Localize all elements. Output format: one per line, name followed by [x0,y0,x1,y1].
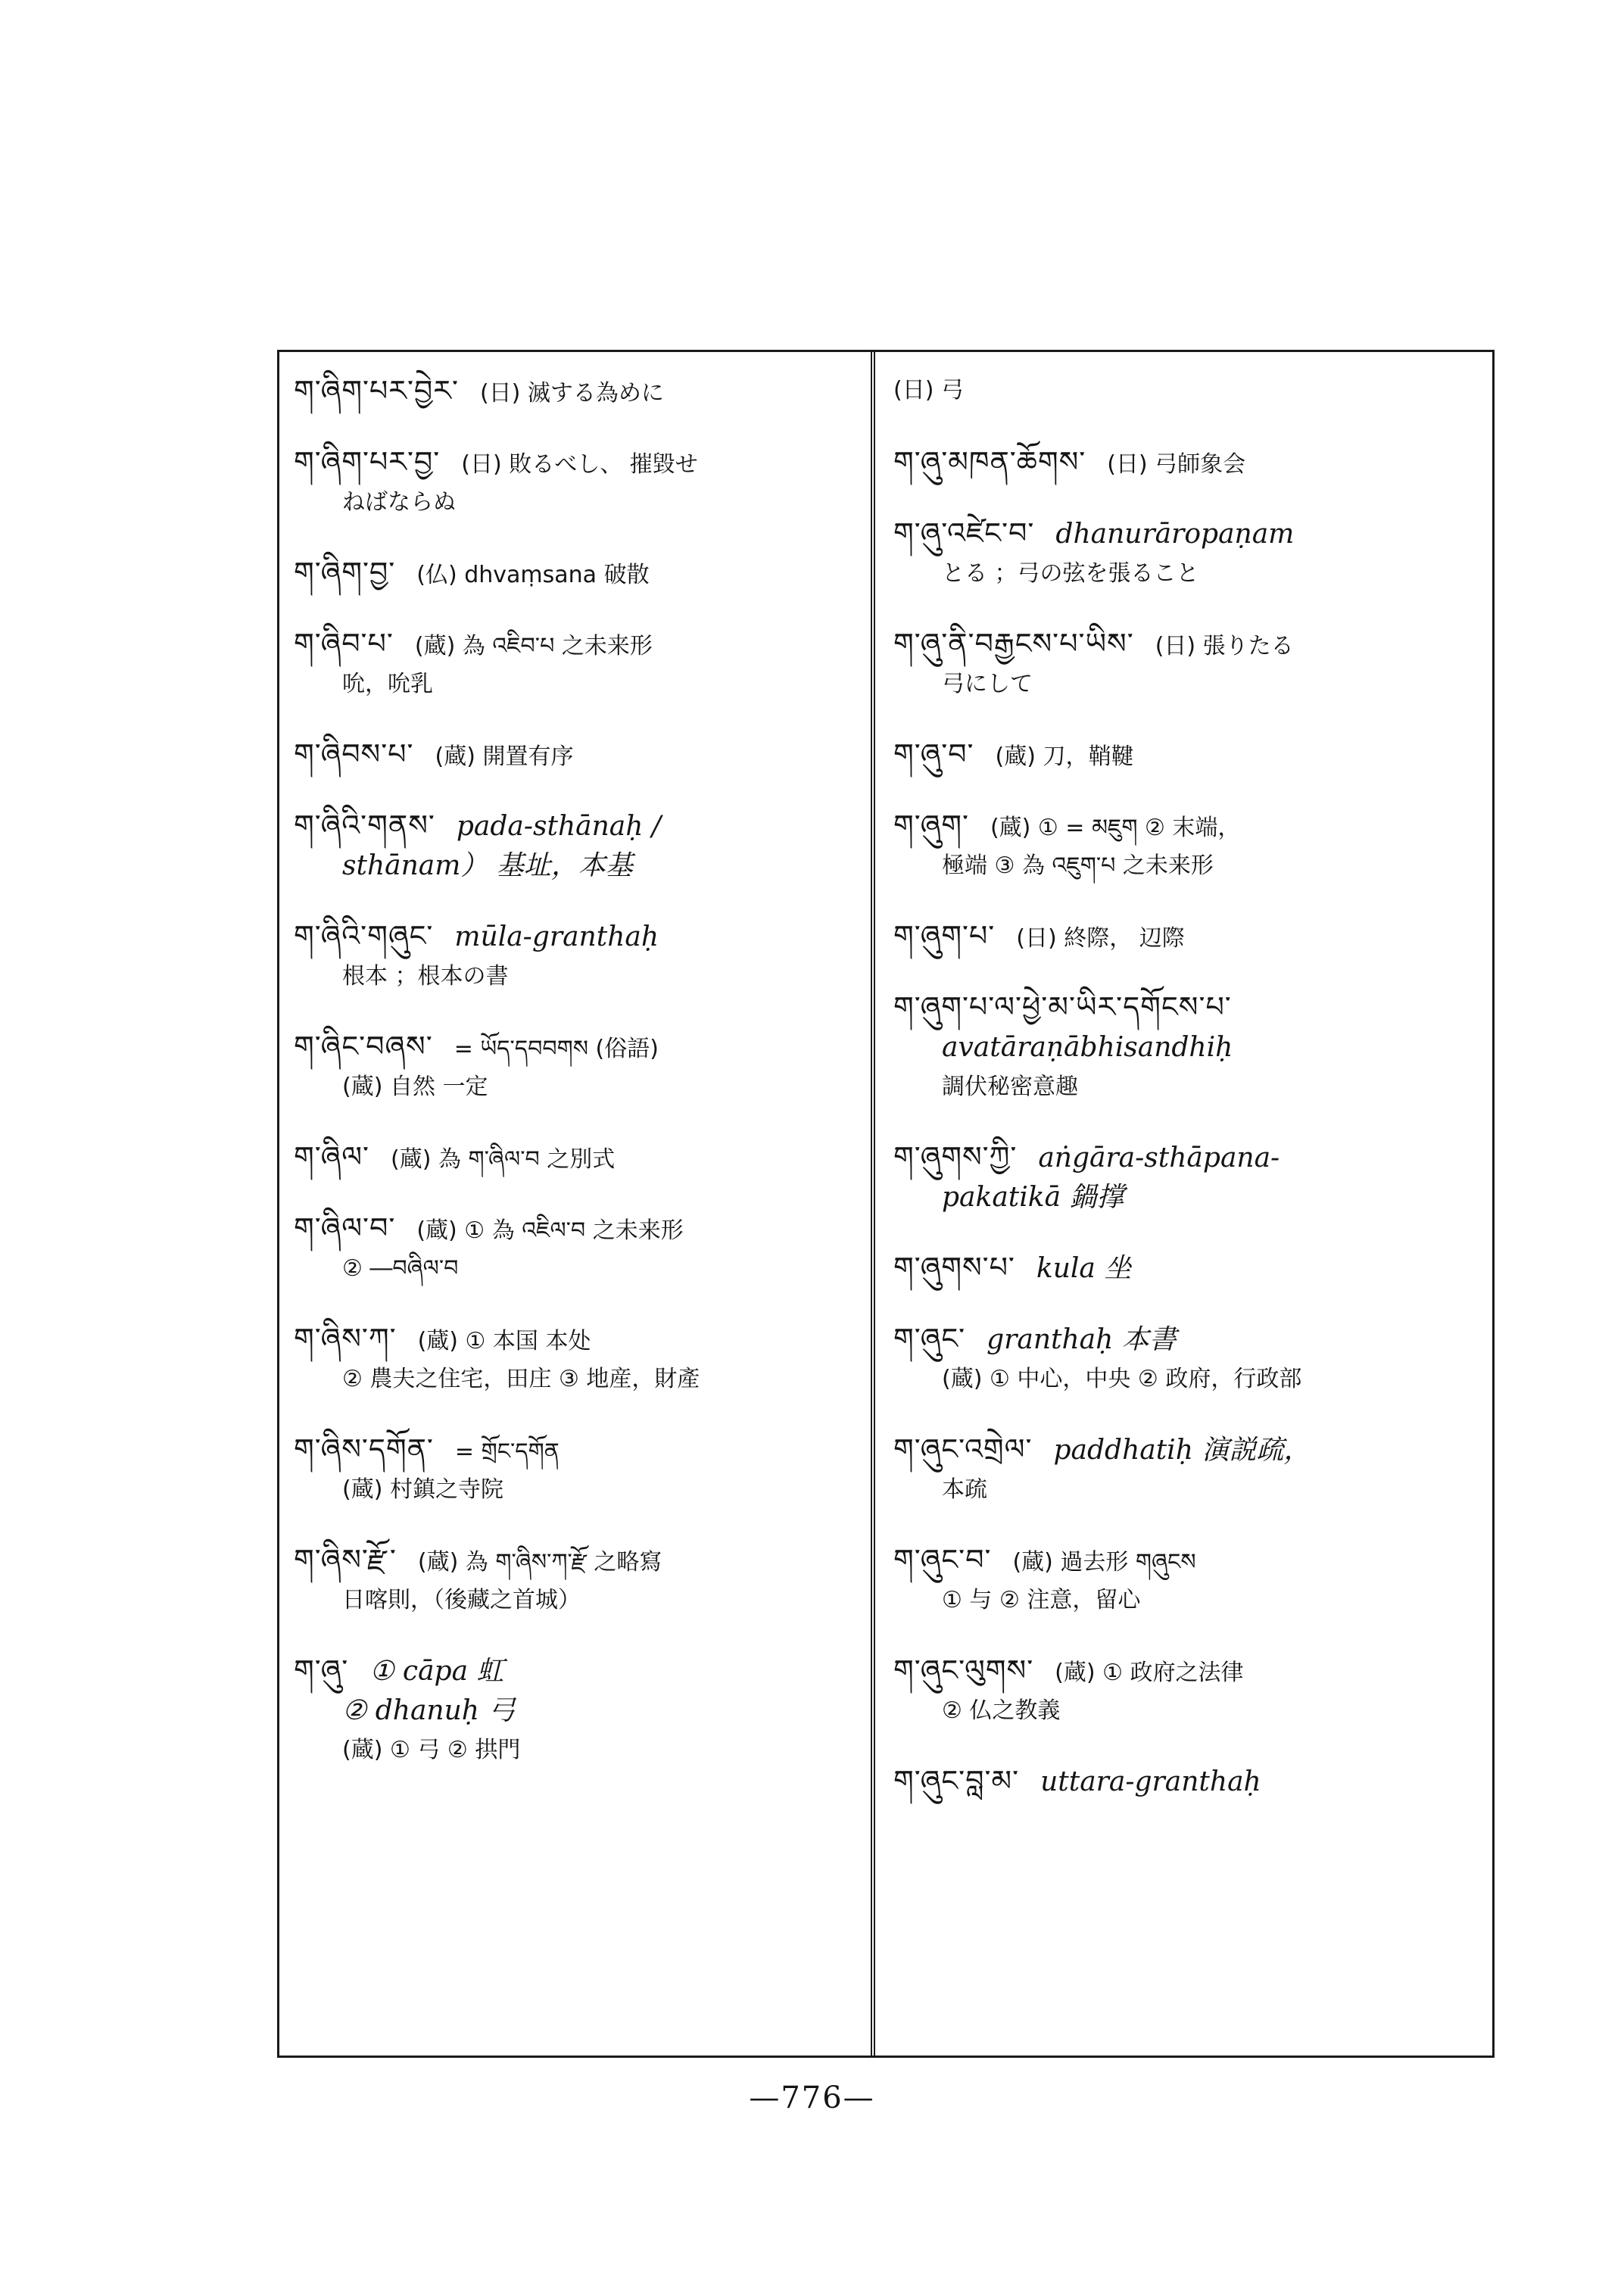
entry-gloss: dhanurāropaṇam [1055,519,1295,550]
tibetan-headword: ག་ཞིས་དགོན་ [294,1432,434,1466]
entry-gloss: aṅgāra-sthāpana- [1038,1142,1280,1173]
entry-gloss: 吮，吮乳 [342,671,433,697]
entry-gloss: (蔵) ① 為 འཇིལ་བ 之未来形 [416,1217,684,1244]
entry-continuation [294,1068,863,1107]
entry-continuation [294,1249,863,1289]
entry-continuation [294,1731,863,1770]
entry-gloss: (蔵) 為 ག་ཞིལ་བ 之別式 [391,1146,616,1173]
entry-spacer [893,594,1484,622]
entry-gloss: (蔵) ① 政府之法律 [1055,1660,1244,1686]
entry-spacer [893,704,1484,733]
entry-gloss: 本疏 [942,1476,987,1503]
entry-headline [294,1649,863,1691]
entry-gloss: uttara-granthaḥ [1040,1766,1261,1797]
entry-spacer [893,1620,1484,1649]
entry-gloss: 弓にして [942,671,1033,697]
entry-spacer [294,704,863,733]
entry-gloss: (蔵) ① = མཇུག ② 末端， [990,815,1241,841]
tibetan-headword: ག་ཞུག་པ་ [893,919,996,952]
entry-headline [893,512,1484,554]
entry-continuation [294,1360,863,1399]
dictionary-entry [893,369,1484,412]
entry-spacer [294,886,863,915]
entry-spacer [893,957,1484,986]
dictionary-entry [294,1207,863,1289]
entry-headline [294,1025,863,1068]
tibetan-headword: ག་ཞིས་ཀ་ [294,1322,397,1355]
entry-headline [893,986,1484,1028]
entry-headline [294,551,863,594]
entry-headline [294,1538,863,1581]
entry-gloss: (日) 弓 [893,377,964,404]
entry-gloss: (蔵) 刀，鞘鞬 [995,743,1134,770]
entry-gloss: kula 坐 [1036,1253,1132,1284]
entry-headline [294,1317,863,1360]
dictionary-entry [294,733,863,775]
tibetan-headword: ག་ཞིལ་ [294,1140,370,1173]
entry-headline [294,441,863,483]
entry-gloss: sthānam） 基址，本基 [342,850,633,881]
dictionary-entry [893,1246,1484,1289]
tibetan-headword: ག་ཞིག་པར་བྱ་ [294,445,441,478]
entry-gloss: (日) 滅する為めに [479,380,664,407]
dictionary-entry [893,512,1484,594]
entry-headline [893,441,1484,483]
tibetan-headword: ག་ཞུགས་ཀྱི་ [893,1140,1018,1173]
entry-gloss: mūla-granthaḥ [454,921,659,952]
left-column [294,369,863,1799]
tibetan-headword: ག་ཞིལ་བ་ [294,1211,396,1245]
dictionary-entry [893,1649,1484,1731]
entry-headline [294,915,863,957]
tibetan-headword: ག་ཞིག་པར་བྱེར་ [294,374,459,407]
dictionary-entry [294,369,863,412]
entry-headline [893,1428,1484,1470]
entry-headline [893,1649,1484,1691]
tibetan-headword: ག་ཞུང་བ་ [893,1543,992,1576]
tibetan-headword: ག་ཞིག་བྱ་ [294,556,396,589]
entry-gloss: (蔵) 為 ག་ཞིས་ཀ་རྫོ 之略寫 [417,1549,662,1576]
tibetan-headword: ག་ཞིས་རྫོ་ [294,1543,397,1576]
entry-headline [893,1538,1484,1581]
entry-headline [294,1428,863,1470]
entry-gloss: ② 農夫之住宅，田庄 ③ 地産，財產 [342,1366,700,1392]
dictionary-entry [294,1025,863,1107]
entry-continuation [294,665,863,704]
entry-gloss: 極端 ③ 為 འཇུག་པ 之未来形 [942,852,1214,879]
entry-headline [893,915,1484,957]
entry-spacer [294,1620,863,1649]
tibetan-headword: ག་ཞུང་འགྲེལ་ [893,1432,1033,1466]
tibetan-headword: ག་ཞུགས་པ་ [893,1251,1015,1284]
entry-gloss: (蔵) ① 本国 本处 [417,1328,591,1354]
dictionary-entry [294,441,863,522]
entry-gloss: (日) 張りたる [1155,633,1294,659]
entry-spacer [294,1510,863,1538]
entry-gloss: granthaḥ 本書 [987,1324,1177,1355]
dictionary-entry [294,551,863,594]
entry-continuation [893,1028,1484,1068]
right-column [893,369,1484,1831]
entry-spacer [294,996,863,1025]
entry-gloss: (蔵) 為 འཇིབ་པ 之未来形 [414,633,653,659]
entry-headline [294,1136,863,1178]
entry-spacer [294,1289,863,1317]
dictionary-entry [294,1136,863,1178]
entry-spacer [294,594,863,622]
entry-gloss: ② ―བཞིལ་བ [342,1255,459,1282]
entry-gloss: (蔵) 開置有序 [435,743,574,770]
entry-headline [893,1317,1484,1360]
entry-spacer [893,412,1484,441]
entry-continuation [893,846,1484,886]
tibetan-headword: ག་ཞུག་པ་ལ་ཕྱེ་མ་ཡིར་དགོངས་པ་ [893,990,1232,1024]
entry-gloss: (日) 弓師象会 [1107,451,1246,478]
tibetan-headword: ག་ཞུང་ལུགས་ [893,1653,1034,1687]
dictionary-entry [893,1428,1484,1510]
entry-spacer [893,1107,1484,1136]
entry-continuation [893,1178,1484,1217]
tibetan-headword: ག་ཞུ་བ་ [893,737,974,771]
dictionary-entry [893,986,1484,1107]
tibetan-headword: ག་ཞུ་ནི་བརྒྱངས་པ་ཡིས་ [893,627,1134,660]
entry-continuation [893,1068,1484,1107]
entry-continuation [893,665,1484,704]
entry-gloss: = གྲོང་དགོན [454,1438,560,1465]
entry-spacer [294,775,863,804]
entry-continuation [893,554,1484,594]
entry-gloss: (仏) dhvaṃsana 破散 [416,562,650,588]
entry-headline [893,369,1484,412]
dictionary-entry [294,622,863,704]
entry-headline [294,1207,863,1249]
entry-gloss: (蔵) 過去形 གཞུངས [1012,1549,1196,1576]
entry-gloss: pakatikā 鍋撑 [942,1182,1124,1213]
entry-spacer [294,1178,863,1207]
dictionary-entry [893,915,1484,957]
dictionary-entry [294,1317,863,1399]
dictionary-entry [893,733,1484,775]
entry-continuation [294,846,863,886]
tibetan-headword: ག་ཞིབ་པ་ [294,627,394,660]
tibetan-headword: ག་ཞུ་འཛེང་བ་ [893,516,1035,550]
entry-spacer [893,1289,1484,1317]
dictionary-entry [893,1759,1484,1802]
entry-headline [893,804,1484,846]
entry-gloss: (蔵) ① 弓 ② 拱門 [342,1737,521,1763]
dictionary-entry [294,804,863,886]
entry-continuation [893,1470,1484,1510]
entry-continuation [893,1360,1484,1399]
dictionary-entry [893,1136,1484,1217]
entry-spacer [893,1510,1484,1538]
entry-gloss: (日) 敗るべし、 摧毀せ [461,451,698,478]
entry-gloss: avatāraṇābhisandhiḥ [942,1032,1233,1063]
entry-spacer [893,1217,1484,1246]
entry-gloss: pada-sthānaḥ / [456,811,662,842]
tibetan-headword: ག་ཞུང་ [893,1322,966,1355]
entry-headline [294,622,863,665]
entry-headline [294,804,863,846]
entry-gloss: 調伏秘密意趣 [942,1074,1078,1100]
entry-continuation [294,1581,863,1620]
entry-gloss: 日喀則，（後藏之首城） [342,1587,581,1613]
entry-spacer [893,483,1484,512]
entry-gloss: ② dhanuḥ 弓 [342,1695,516,1726]
entry-gloss: paddhatiḥ 演説疏， [1053,1435,1311,1466]
entry-spacer [893,1399,1484,1428]
entry-spacer [294,522,863,551]
entry-headline [893,733,1484,775]
entry-headline [893,622,1484,665]
entry-headline [893,1246,1484,1289]
entry-gloss: ① 与 ② 注意，留心 [942,1587,1141,1613]
tibetan-headword: ག་ཞུག་ [893,809,969,842]
entry-continuation [893,1691,1484,1731]
dictionary-entry [294,1428,863,1510]
entry-spacer [294,1770,863,1799]
entry-gloss: 根本 ；根本の書 [342,963,509,990]
entry-spacer [893,886,1484,915]
entry-spacer [294,1107,863,1136]
entry-gloss: ① cāpa 虹 [369,1656,504,1687]
entry-spacer [294,1399,863,1428]
entry-headline [294,733,863,775]
entry-continuation [893,1581,1484,1620]
dictionary-entry [893,804,1484,886]
dictionary-entry [893,1317,1484,1399]
entry-gloss: (蔵) 村鎮之寺院 [342,1476,503,1503]
tibetan-headword: ག་ཞིའི་གནས་ [294,809,435,842]
tibetan-headword: ག་ཞུ་མཁན་ཆོགས་ [893,445,1086,478]
entry-gloss: (日) 終際， 辺際 [1016,925,1185,952]
entry-spacer [893,1802,1484,1831]
entry-continuation [294,1470,863,1510]
dictionary-entry [893,622,1484,704]
entry-continuation [294,957,863,996]
column-divider [871,350,875,2058]
entry-spacer [893,775,1484,804]
dictionary-entry [294,1538,863,1620]
entry-headline [294,369,863,412]
tibetan-headword: ག་ཞིབས་པ་ [294,737,414,771]
entry-gloss: ねばならぬ [342,489,456,516]
tibetan-headword: ག་ཞུ་ [294,1653,349,1687]
entry-gloss: (蔵) 自然 一定 [342,1074,488,1100]
entry-spacer [294,412,863,441]
entry-gloss: ② 仏之教義 [942,1697,1061,1724]
entry-gloss: とる ；弓の弦を張ること [942,560,1199,587]
tibetan-headword: ག་ཞིའི་གཞུང་ [294,919,434,952]
entry-continuation [294,483,863,522]
entry-gloss: (蔵) ① 中心，中央 ② 政府，行政部 [942,1366,1302,1392]
dictionary-entry [294,1649,863,1770]
page-number: —776— [749,2080,875,2115]
entry-gloss: = ཡོད་དབབགས (俗語) [454,1036,659,1062]
entry-headline [893,1759,1484,1802]
dictionary-entry [294,915,863,996]
dictionary-entry [893,441,1484,483]
entry-headline [893,1136,1484,1178]
entry-continuation [294,1691,863,1731]
tibetan-headword: ག་ཞུང་བླ་མ་ [893,1764,1020,1797]
entry-spacer [893,1731,1484,1759]
dictionary-entry [893,1538,1484,1620]
tibetan-headword: ག་ཞིང་བཞས་ [294,1030,433,1063]
